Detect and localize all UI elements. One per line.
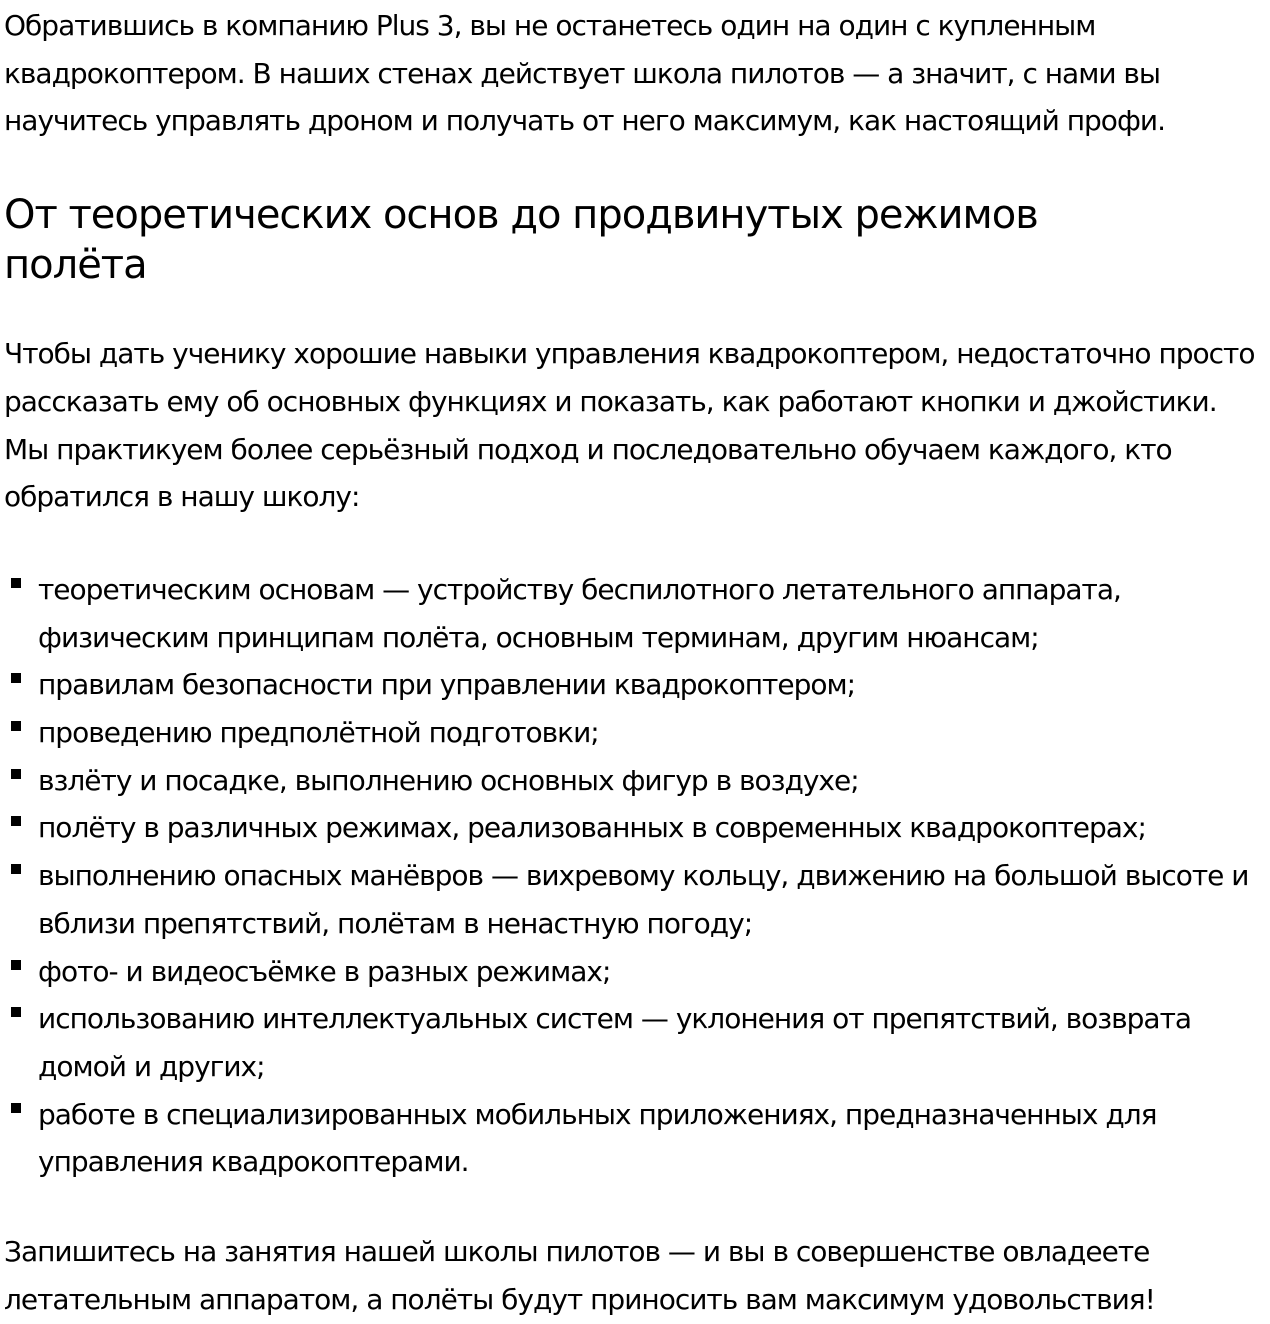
- square-bullet-icon: [11, 864, 21, 874]
- square-bullet-icon: [11, 578, 21, 588]
- page-title: От теоретических основ до продвинутых режимов полёта: [4, 192, 1038, 289]
- outro-paragraph: Запишитесь на занятия нашей школы пилотов — и вы в совершенстве овладеете летательным аппаратом, а полёты будут приносить вам максимум удовольствия!: [4, 1235, 1155, 1316]
- list-item-text: фото- и видеосъёмке в разных режимах;: [38, 954, 611, 988]
- article: [4, 2, 1266, 1323]
- list-item: [4, 757, 1266, 805]
- list-item-text: работе в специализированных мобильных приложениях, предназначенных для управления квадрокоптерами.: [38, 1097, 1157, 1179]
- square-bullet-icon: [11, 960, 21, 970]
- list-item: [4, 852, 1266, 947]
- list-item: [4, 566, 1266, 661]
- intro-paragraph: Обратившись в компанию Plus 3, вы не останетесь один на один с купленным квадрокоптером. В наших стенах действует школа пилотов — а значит, с нами вы научитесь управлять дроном и получать от него максимум, как настоящий профи.: [4, 9, 1165, 138]
- list-item-text: полёту в различных режимах, реализованных в современных квадрокоптерах;: [38, 811, 1146, 845]
- list-item-text: выполнению опасных манёвров — вихревому кольцу, движению на большой высоте и вблизи препятствий, полётам в ненастную погоду;: [38, 859, 1249, 940]
- lead-paragraph: Чтобы дать ученику хорошие навыки управления квадрокоптером, недостаточно просто рассказать ему об основных функциях и показать, как работают кнопки и джойстики. Мы практикуем более серьёзный подход и последовательно обучаем каждого, кто обратился в нашу школу:: [4, 337, 1255, 514]
- square-bullet-icon: [11, 673, 21, 683]
- list-item: [4, 1091, 1266, 1186]
- list-item-text: использованию интеллектуальных систем — уклонения от препятствий, возврата домой и других;: [38, 1002, 1192, 1083]
- list-item-text: теоретическим основам — устройству беспилотного летательного аппарата, физическим принципам полёта, основным терминам, другим нюансам;: [38, 572, 1121, 654]
- square-bullet-icon: [11, 1103, 21, 1113]
- list-item: [4, 661, 1266, 709]
- list-item: [4, 709, 1266, 757]
- list-item: [4, 948, 1266, 996]
- list-item: [4, 804, 1266, 852]
- list-item-text: взлёту и посадке, выполнению основных фигур в воздухе;: [38, 763, 859, 797]
- square-bullet-icon: [11, 769, 21, 779]
- square-bullet-icon: [11, 1007, 21, 1017]
- training-topics-list: [4, 566, 1266, 1186]
- list-item: [4, 995, 1266, 1090]
- square-bullet-icon: [11, 816, 21, 826]
- list-item-text: правилам безопасности при управлении квадрокоптером;: [38, 668, 856, 702]
- list-item-text: проведению предполётной подготовки;: [38, 716, 599, 750]
- square-bullet-icon: [11, 721, 21, 731]
